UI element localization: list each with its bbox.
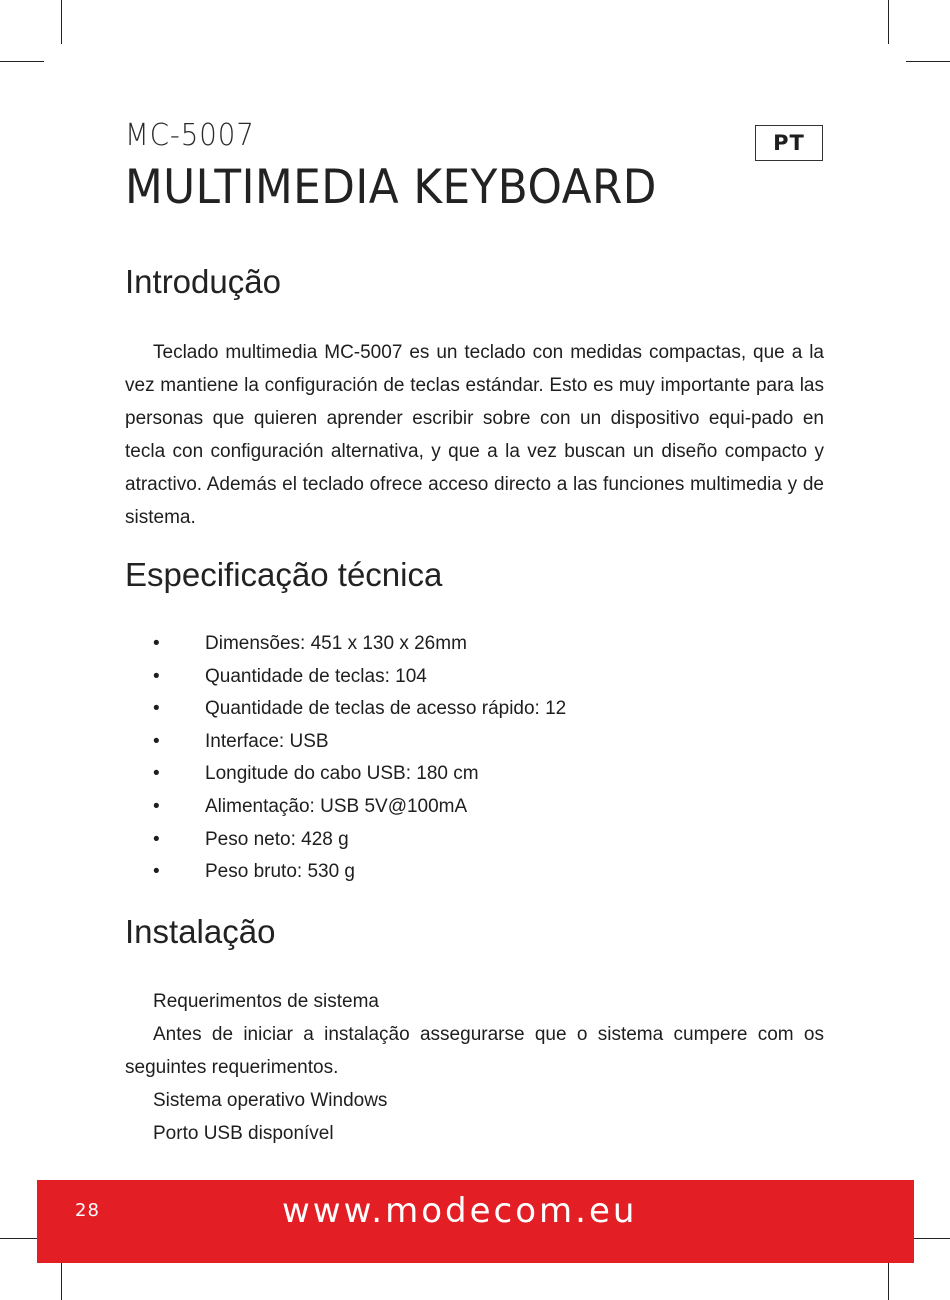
bullet-icon: • — [153, 795, 160, 817]
bullet-icon: • — [153, 698, 160, 720]
bullet-icon: • — [153, 665, 160, 687]
list-item: • Quantidade de teclas de acesso rápido: 12 — [125, 693, 566, 726]
language-badge: PT — [755, 125, 823, 161]
requirements-heading: Requerimentos de sistema — [153, 991, 379, 1012]
crop-mark — [0, 61, 44, 62]
crop-mark — [888, 0, 889, 44]
install-title: Instalação — [125, 913, 276, 950]
model-number: MC-5007 — [125, 118, 255, 153]
product-title: MULTIMEDIA KEYBOARD — [125, 160, 657, 215]
requirement-os: Sistema operativo Windows — [153, 1090, 388, 1111]
intro-paragraph: Teclado multimedia MC-5007 es un teclado con medidas compactas, que a la vez mantiene la configuración de teclas estándar. Esto es muy importante para las personas que quieren aprender escribir sobre con un dispositivo equi-pado en tecla con configuración alternativa, y que a la vez buscan un diseño compacto y atractivo. Además el teclado ofrece acceso directo a las funciones multimedia y de sistema. — [125, 342, 824, 528]
install-intro-paragraph: Antes de iniciar a instalação assegurarse que o sistema cumpere com os seguintes requerimentos. — [125, 1024, 824, 1078]
requirement-usb: Porto USB disponível — [153, 1123, 334, 1144]
list-item: • Interface: USB — [125, 726, 566, 759]
list-item: • Quantidade de teclas: 104 — [125, 661, 566, 694]
spec-list — [125, 628, 566, 889]
crop-mark — [61, 0, 62, 44]
website-link[interactable]: www.modecom.eu — [282, 1191, 638, 1231]
crop-mark — [906, 61, 950, 62]
list-item: • Peso neto: 428 g — [125, 824, 566, 857]
list-item: • Dimensões: 451 x 130 x 26mm — [125, 628, 566, 661]
list-item: • Alimentação: USB 5V@100mA — [125, 791, 566, 824]
bullet-icon: • — [153, 730, 160, 752]
specs-title: Especificação técnica — [125, 556, 443, 593]
bullet-icon: • — [153, 828, 160, 850]
bullet-icon: • — [153, 763, 160, 785]
intro-title: Introdução — [125, 263, 281, 300]
bullet-icon: • — [153, 861, 160, 883]
list-item: • Peso bruto: 530 g — [125, 856, 566, 889]
list-item: • Longitude do cabo USB: 180 cm — [125, 758, 566, 791]
page-number: 28 — [75, 1200, 100, 1221]
bullet-icon: • — [153, 633, 160, 654]
footer-band — [37, 1180, 914, 1263]
